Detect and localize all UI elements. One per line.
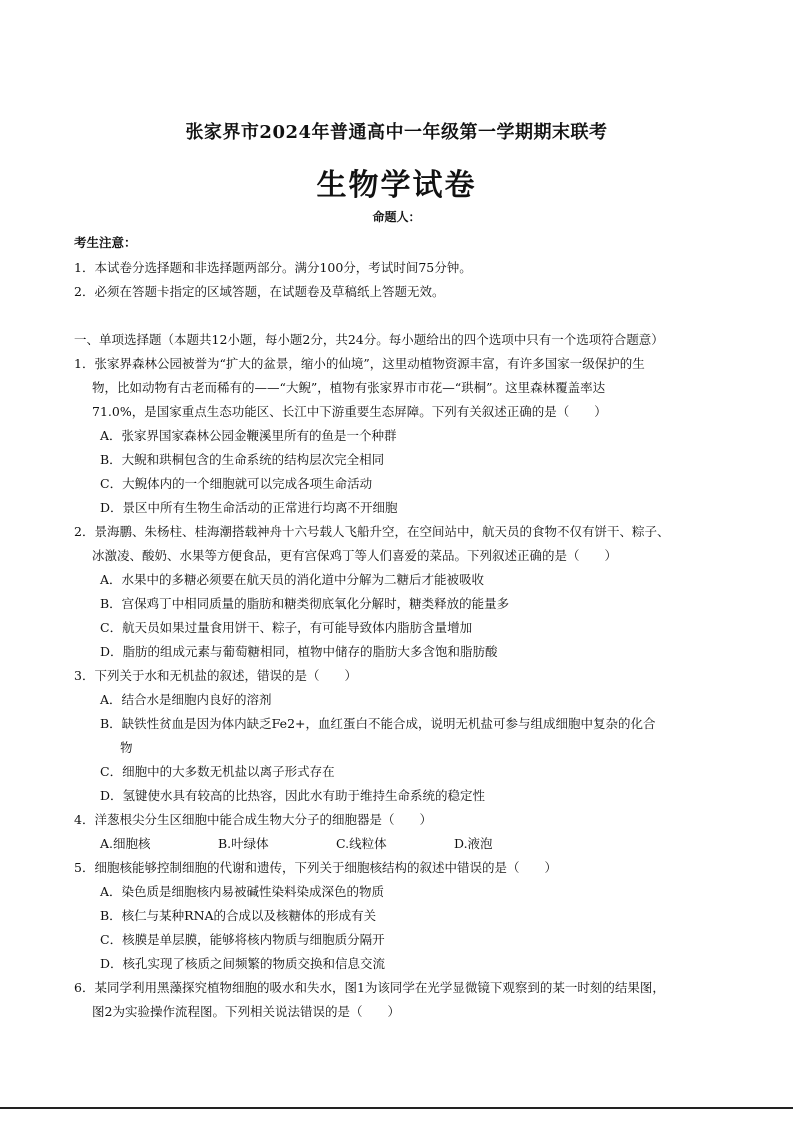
question-4-line: 4．洋葱根尖分生区细胞中能合成生物大分子的细胞器是（ ） — [74, 812, 432, 827]
question-3-line: 3．下列关于水和无机盐的叙述，错误的是（ ） — [74, 668, 357, 683]
page-bottom-rule — [0, 1107, 793, 1109]
subject-title: 生物学试卷 — [316, 168, 477, 203]
section-heading: 一、单项选择题（本题共12小题，每小题2分，共24分。每小题给出的四个选项中只有一个选项符合题意） — [74, 332, 664, 347]
question-2-line: 2．景海鹏、朱杨柱、桂海潮搭载神舟十六号载人飞船升空，在空间站中，航天员的食物不仅有饼干、粽子、 — [74, 524, 670, 539]
exam-title: 张家界市2024年普通高中一年级第一学期期末联考 — [185, 122, 608, 143]
question-5-option-d: D．核孔实现了核质之间频繁的物质交换和信息交流 — [100, 956, 386, 971]
question-1-line: 1．张家界森林公园被誉为“扩大的盆景，缩小的仙境”，这里动植物资源丰富，有许多国家一级保护的生 — [74, 356, 645, 371]
author-label: 命题人： — [372, 210, 421, 224]
notice-item: 1．本试卷分选择题和非选择题两部分。满分100分，考试时间75分钟。 — [74, 260, 472, 275]
question-2-line: 冰激凌、酸奶、水果等方便食品，更有宫保鸡丁等人们喜爱的菜品。下列叙述正确的是（ ） — [92, 548, 618, 563]
question-1-option-d: D．景区中所有生物生命活动的正常进行均离不开细胞 — [100, 500, 398, 515]
notice-heading: 考生注意： — [74, 235, 137, 250]
question-3-option-d: D．氢键使水具有较高的比热容，因此水有助于维持生命系统的稳定性 — [100, 788, 486, 803]
notice-item: 2．必须在答题卡指定的区域答题，在试题卷及草稿纸上答题无效。 — [74, 284, 445, 299]
question-2-option-d: D．脂肪的组成元素与葡萄糖相同，植物中储存的脂肪大多含饱和脂肪酸 — [100, 644, 498, 659]
question-4-option-a: A.细胞核 — [100, 836, 151, 851]
question-5-option-a: A．染色质是细胞核内易被碱性染料染成深色的物质 — [100, 884, 385, 899]
question-5-option-c: C．核膜是单层膜，能够将核内物质与细胞质分隔开 — [100, 932, 385, 947]
question-5-line: 5．细胞核能够控制细胞的代谢和遗传，下列关于细胞核结构的叙述中错误的是（ ） — [74, 860, 557, 875]
question-5-option-b: B．核仁与某种RNA的合成以及核糖体的形成有关 — [100, 908, 377, 923]
question-4-option-b: B.叶绿体 — [218, 836, 269, 851]
question-1-option-a: A．张家界国家森林公园金鞭溪里所有的鱼是一个种群 — [100, 428, 397, 443]
question-1-option-b: B．大鲵和珙桐包含的生命系统的结构层次完全相同 — [100, 452, 385, 467]
question-1-line: 71.0%，是国家重点生态功能区、长江中下游重要生态屏障。下列有关叙述正确的是（ ） — [92, 404, 607, 419]
question-3-option-b: B．缺铁性贫血是因为体内缺乏Fe2+，血红蛋白不能合成，说明无机盐可参与组成细胞中复杂的化合 — [100, 716, 656, 731]
question-3-option-b-cont: 物 — [120, 740, 133, 755]
question-3-option-c: C．细胞中的大多数无机盐以离子形式存在 — [100, 764, 335, 779]
question-2-option-b: B．宫保鸡丁中相同质量的脂肪和糖类彻底氧化分解时，糖类释放的能量多 — [100, 596, 510, 611]
question-6-line: 6．某同学利用黑藻探究植物细胞的吸水和失水，图1为该同学在光学显微镜下观察到的某一时刻的结果图， — [74, 980, 665, 995]
question-4-option-c: C.线粒体 — [336, 836, 387, 851]
question-4-option-d: D.液泡 — [454, 836, 493, 851]
question-3-option-a: A．结合水是细胞内良好的溶剂 — [100, 692, 272, 707]
question-1-line: 物，比如动物有古老而稀有的——“大鲵”，植物有张家界市市花—“珙桐”。这里森林覆盖率达 — [92, 380, 606, 395]
question-1-option-c: C．大鲵体内的一个细胞就可以完成各项生命活动 — [100, 476, 373, 491]
question-2-option-c: C．航天员如果过量食用饼干、粽子，有可能导致体内脂肪含量增加 — [100, 620, 473, 635]
question-2-option-a: A．水果中的多糖必须要在航天员的消化道中分解为二糖后才能被吸收 — [100, 572, 485, 587]
question-6-line: 图2为实验操作流程图。下列相关说法错误的是（ ） — [92, 1004, 400, 1019]
question-4-options — [100, 834, 572, 852]
